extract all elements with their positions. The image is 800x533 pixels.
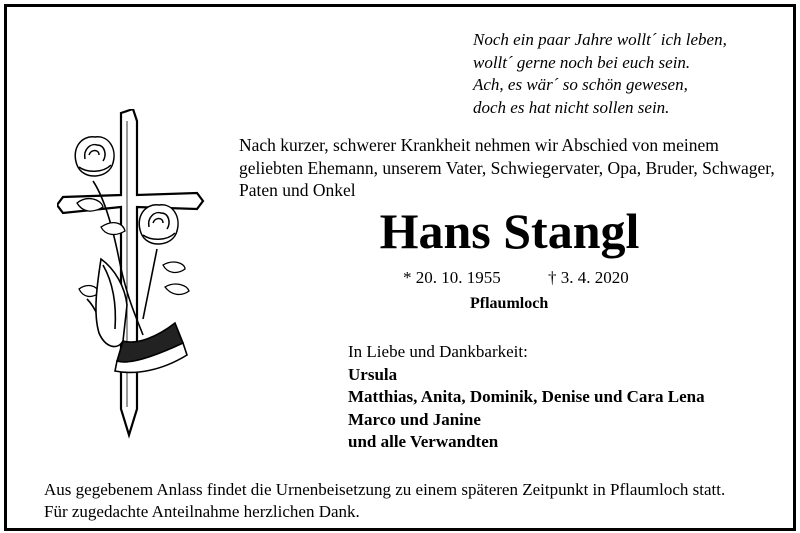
mourner-name: Matthias, Anita, Dominik, Denise und Cara Lena bbox=[348, 387, 705, 406]
poem-line: Ach, es wär´ so schön gewesen, bbox=[473, 75, 688, 94]
mourners-heading: In Liebe und Dankbarkeit: bbox=[348, 342, 528, 361]
place: Pflaumloch bbox=[470, 295, 549, 312]
obituary-notice bbox=[4, 4, 796, 531]
mourner-names bbox=[348, 364, 705, 454]
footer-line: Für zugedachte Anteilnahme herzlichen Dank. bbox=[44, 502, 360, 521]
poem bbox=[473, 29, 727, 119]
mourners bbox=[348, 341, 705, 454]
mourner-name: Ursula bbox=[348, 364, 398, 384]
poem-line: wollt´ gerne noch bei euch sein. bbox=[473, 52, 691, 72]
footer-line: Aus gegebenem Anlass findet die Urnenbeisetzung zu einem späteren Zeitpunkt in Pflaumloch statt. bbox=[44, 480, 726, 499]
poem-line: doch es hat nicht sollen sein. bbox=[473, 97, 670, 117]
mourner-name: und alle Verwandten bbox=[348, 432, 499, 451]
footer-note bbox=[44, 479, 794, 523]
poem-line: Noch ein paar Jahre wollt´ ich leben, bbox=[473, 30, 727, 49]
cross-roses-praying-hands-icon bbox=[57, 109, 205, 439]
mourner-name: Marco und Janine bbox=[348, 409, 481, 429]
deceased-name: Hans Stangl bbox=[379, 203, 640, 259]
birth-date: * 20. 10. 1955 bbox=[403, 268, 501, 287]
intro-text: Nach kurzer, schwerer Krankheit nehmen wir Abschied von meinem geliebten Ehemann, unserem Vater, Schwiegervater, Opa, Bruder, Schwager, Paten und Onkel bbox=[239, 135, 775, 200]
death-date: † 3. 4. 2020 bbox=[548, 268, 629, 287]
